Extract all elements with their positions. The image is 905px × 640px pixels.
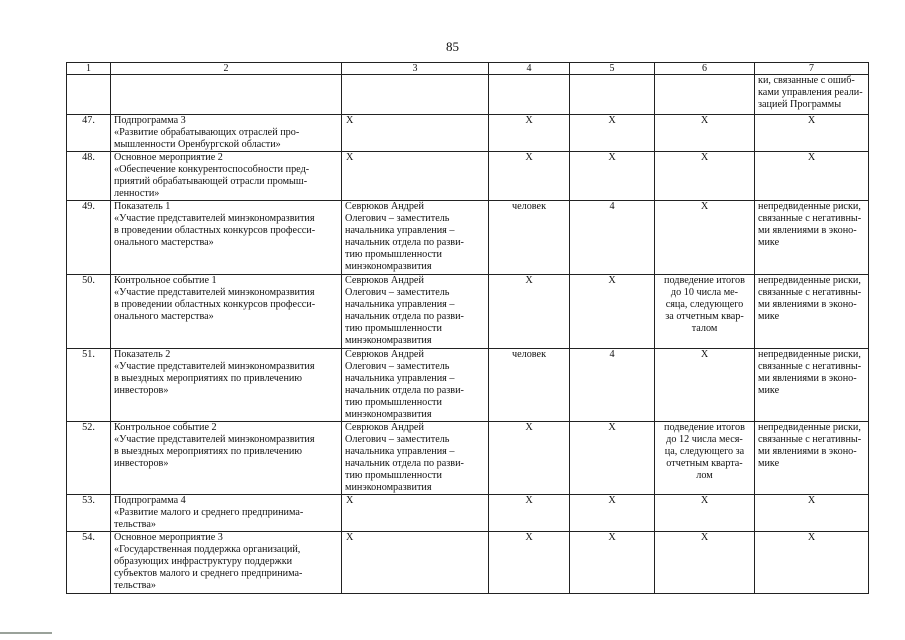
table-cell-unit: Х [489, 532, 570, 594]
table-row [67, 422, 869, 495]
column-header: 1 [67, 63, 111, 75]
table-cell-num: 54. [67, 532, 111, 594]
table-cell-unit: Х [489, 152, 570, 201]
table-cell-name: Показатель 2 «Участие представителей минэкономразвития в выездных мероприятиях по привлечению инвесторов» [111, 349, 342, 422]
table-cell-responsible: Х [342, 495, 489, 532]
table-cell-name: Подпрограмма 4 «Развитие малого и среднего предпринима- тельства» [111, 495, 342, 532]
table-cell-num: 52. [67, 422, 111, 495]
column-header: 2 [111, 63, 342, 75]
column-header: 7 [755, 63, 869, 75]
table-cell-value [570, 75, 655, 115]
table-cell-value: Х [570, 275, 655, 349]
table-cell-value: 4 [570, 349, 655, 422]
table-cell-name: Основное мероприятие 3 «Государственная поддержка организаций, образующих инфраструктуру поддержки субъектов малого и среднего предпринима- тельства» [111, 532, 342, 594]
table-cell-deadline: Х [655, 532, 755, 594]
table-cell-name: Подпрограмма 3 «Развитие обрабатывающих отраслей про- мышленности Оренбургской области» [111, 115, 342, 152]
column-header: 3 [342, 63, 489, 75]
table-cell-deadline: подведение итогов до 12 числа меся- ца, следующего за отчетным кварта- лом [655, 422, 755, 495]
column-header-row [67, 63, 869, 75]
table-cell-responsible: Х [342, 532, 489, 594]
table-row [67, 152, 869, 201]
table-cell-unit [489, 75, 570, 115]
table-cell-value: Х [570, 152, 655, 201]
table-cell-name: Основное мероприятие 2 «Обеспечение конкурентоспособности пред- приятий обрабатывающей отрасли промыш- ленности» [111, 152, 342, 201]
table-row [67, 349, 869, 422]
table-cell-deadline: Х [655, 152, 755, 201]
table-cell-responsible: Севрюков Андрей Олегович – заместитель начальника управления – начальник отдела по разви- тию промышленности минэкономразвития [342, 349, 489, 422]
table-cell-deadline: Х [655, 201, 755, 275]
table-cell-num: 51. [67, 349, 111, 422]
table-cell-deadline: Х [655, 495, 755, 532]
table-cell-responsible: Севрюков Андрей Олегович – заместитель начальника управления – начальник отдела по разви- тию промышленности минэкономразвития [342, 201, 489, 275]
table-cell-name [111, 75, 342, 115]
table-cell-name: Показатель 1 «Участие представителей минэкономразвития в проведении областных конкурсов професси- онального мастерства» [111, 201, 342, 275]
table-cell-num: 48. [67, 152, 111, 201]
table-cell-name: Контрольное событие 2 «Участие представителей минэкономразвития в выездных мероприятиях по привлечению инвесторов» [111, 422, 342, 495]
table-cell-risk: Х [755, 495, 869, 532]
table-cell-unit: человек [489, 349, 570, 422]
table-cell-deadline: Х [655, 115, 755, 152]
table-cell-risk: непредвиденные риски, связанные с негативны- ми явлениями в эконо- мике [755, 349, 869, 422]
table-cell-value: Х [570, 115, 655, 152]
table-row [67, 115, 869, 152]
table-cell-unit: Х [489, 495, 570, 532]
scan-edge-mark [0, 632, 52, 634]
table-cell-risk: Х [755, 115, 869, 152]
table-cell-value: 4 [570, 201, 655, 275]
table-cell-responsible: Севрюков Андрей Олегович – заместитель начальника управления – начальник отдела по разви- тию промышленности минэкономразвития [342, 275, 489, 349]
table-cell-risk: Х [755, 152, 869, 201]
table-cell-risk: Х [755, 532, 869, 594]
table-cell-deadline [655, 75, 755, 115]
table-cell-unit: человек [489, 201, 570, 275]
table-row [67, 495, 869, 532]
table-cell-num: 53. [67, 495, 111, 532]
table-row [67, 75, 869, 115]
plan-table [66, 62, 869, 594]
column-header: 5 [570, 63, 655, 75]
table-cell-num: 49. [67, 201, 111, 275]
table-cell-unit: Х [489, 115, 570, 152]
table-cell-name: Контрольное событие 1 «Участие представителей минэкономразвития в проведении областных конкурсов професси- онального мастерства» [111, 275, 342, 349]
table-cell-responsible: Севрюков Андрей Олегович – заместитель начальника управления – начальник отдела по разви- тию промышленности минэкономразвития [342, 422, 489, 495]
table-cell-deadline: подведение итогов до 10 числа ме- сяца, следующего за отчетным квар- талом [655, 275, 755, 349]
table-cell-num: 47. [67, 115, 111, 152]
column-header: 6 [655, 63, 755, 75]
table-cell-responsible: Х [342, 115, 489, 152]
table-cell-num: 50. [67, 275, 111, 349]
table-cell-responsible [342, 75, 489, 115]
table-cell-value: Х [570, 422, 655, 495]
table-cell-risk: непредвиденные риски, связанные с негативны- ми явлениями в эконо- мике [755, 422, 869, 495]
page-number: 85 [446, 39, 459, 54]
table-row [67, 201, 869, 275]
table-cell-risk: ки, связанные с ошиб- ками управления реали- зацией Программы [755, 75, 869, 115]
table-cell-unit: Х [489, 422, 570, 495]
table-row [67, 532, 869, 594]
table-cell-risk: непредвиденные риски, связанные с негативны- ми явлениями в эконо- мике [755, 201, 869, 275]
table-cell-value: Х [570, 495, 655, 532]
column-header: 4 [489, 63, 570, 75]
table-cell-value: Х [570, 532, 655, 594]
table-row [67, 275, 869, 349]
table-cell-unit: Х [489, 275, 570, 349]
table-cell-responsible: Х [342, 152, 489, 201]
table-cell-deadline: Х [655, 349, 755, 422]
table-cell-num [67, 75, 111, 115]
table-cell-risk: непредвиденные риски, связанные с негативны- ми явлениями в эконо- мике [755, 275, 869, 349]
